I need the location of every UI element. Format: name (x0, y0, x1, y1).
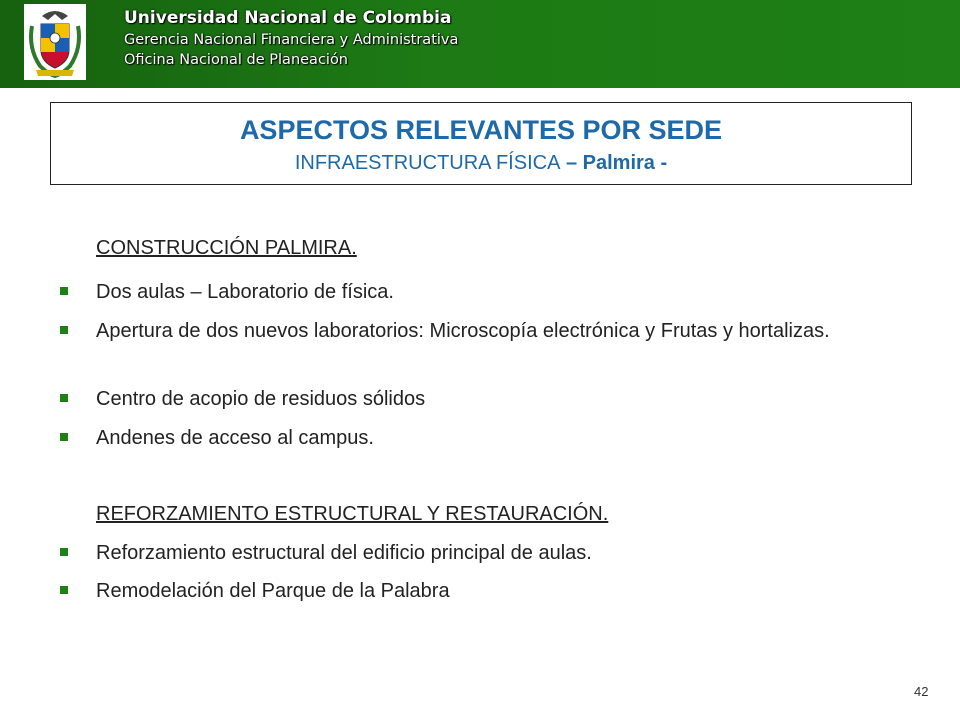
management-name: Gerencia Nacional Financiera y Administrativa (124, 32, 459, 48)
list-item-text: Remodelación del Parque de la Palabra (96, 580, 450, 602)
subtitle-part-b: – Palmira - (560, 152, 668, 174)
office-name: Oficina Nacional de Planeación (124, 52, 348, 68)
header-text (124, 6, 458, 70)
header-band (0, 0, 960, 88)
green-square-bullet-icon (60, 548, 68, 556)
section-heading: REFORZAMIENTO ESTRUCTURAL Y RESTAURACIÓN. (96, 503, 609, 525)
university-name: Universidad Nacional de Colombia (124, 8, 452, 28)
list-item-text: Andenes de acceso al campus. (96, 427, 374, 449)
list-item-text: Apertura de dos nuevos laboratorios: Microscopía electrónica y Frutas y hortalizas. (96, 320, 830, 342)
university-coat-of-arms-icon (24, 4, 86, 80)
page-number: 42 (914, 684, 929, 699)
green-square-bullet-icon (60, 287, 68, 295)
green-square-bullet-icon (60, 586, 68, 594)
green-square-bullet-icon (60, 394, 68, 402)
section-heading: CONSTRUCCIÓN PALMIRA. (96, 237, 357, 259)
slide-subtitle (51, 149, 911, 177)
list-item-text: Centro de acopio de residuos sólidos (96, 388, 426, 410)
list-item-text: Dos aulas – Laboratorio de física. (96, 281, 394, 303)
list-item-text: Reforzamiento estructural del edificio principal de aulas. (96, 542, 592, 564)
slide-title: ASPECTOS RELEVANTES POR SEDE (239, 115, 723, 145)
subtitle-part-a: INFRAESTRUCTURA FÍSICA (294, 152, 561, 174)
green-square-bullet-icon (60, 433, 68, 441)
green-square-bullet-icon (60, 326, 68, 334)
title-box (50, 102, 912, 185)
